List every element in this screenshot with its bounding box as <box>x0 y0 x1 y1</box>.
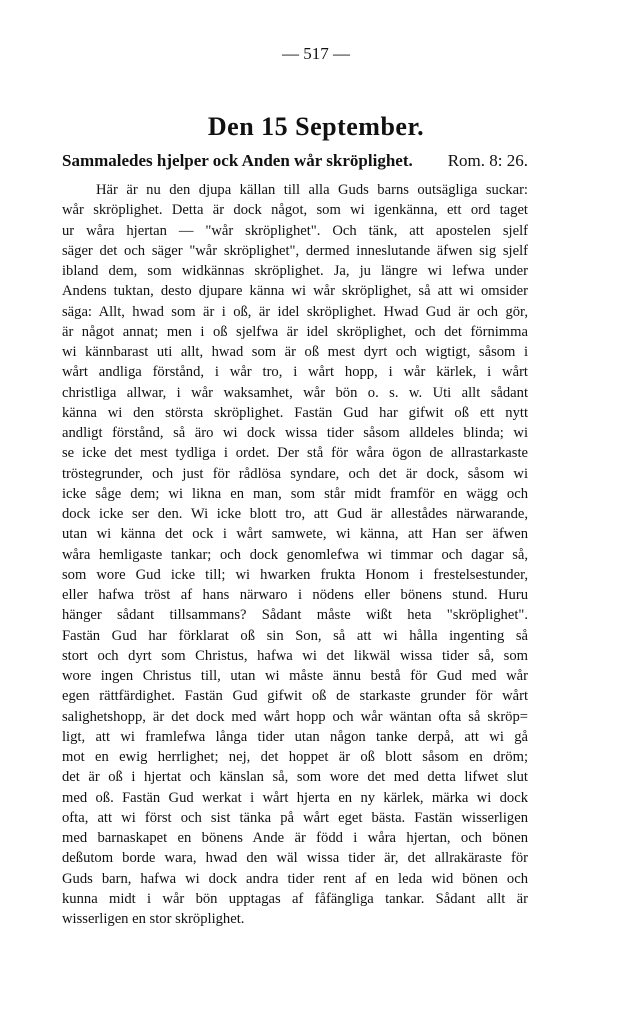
body-text <box>62 180 528 929</box>
subtitle-row <box>62 151 528 171</box>
text-line: är något annat; men i oß sjelfwa är idel skröplighet, och det förnimma <box>62 323 528 340</box>
text-line: Andens tuktan, desto djupare känna wi wår skröplighet, så att wi omsider <box>62 283 528 300</box>
text-line: Här är nu den djupa källan till alla Guds barns outsägliga suckar: <box>96 182 528 198</box>
text-line: wi kännbarast uti allt, hwad som är oß mest dyrt och wigtigt, såsom i <box>62 344 528 360</box>
text-line: wår skröplighet. Detta är dock något, som wi igenkänna, ett ord taget <box>62 202 528 219</box>
text-line: ligt, att wi framlefwa långa tider utan någon tanke derpå, att wi gå <box>62 728 528 745</box>
subtitle-text: Sammaledes hjelper ock Anden wår skröplighet. <box>62 151 413 170</box>
text-line: wårt andliga förstånd, i wår tro, i wårt hopp, i wår kärlek, i wårt <box>62 364 528 381</box>
text-line: wisserligen en stor skröplighet. <box>62 911 245 927</box>
text-line: kunna midt i wår bön upptagas af fåfängliga tankar. Sådant allt är <box>62 890 528 907</box>
text-line: dock icke ser den. Wi icke blott tro, att Gud är allestådes närwarande, <box>62 506 528 522</box>
text-line: egen rättfärdighet. Fastän Gud gifwit oß de starkaste grunder för wårt <box>62 688 528 705</box>
text-line: utan wi känna det ock i wårt samwete, wi känna, att Han ser äfwen <box>62 526 528 543</box>
text-line: se icke det mest tydliga i ordet. Der stå för wåra ögon de allrastarkaste <box>62 445 528 462</box>
text-line: mot en ewig herrlighet; nej, det hoppet är oß blott såsom en dröm; <box>62 749 528 765</box>
text-line: säga: Allt, hwad som är i oß, är idel skröplighet. Hwad Gud är och gör, <box>62 303 528 320</box>
text-line: wåra hemligaste tankar; och dock genomlefwa wi timmar och dagar så, <box>62 546 528 563</box>
bible-reference: Rom. 8: 26. <box>447 151 528 170</box>
text-line: med barnaskapet en bönens Ande är född i wåra hjertan, och bönen <box>62 830 528 846</box>
text-line: Guds barn, hafwa wi dock andra tider rent af en leda wid bönen och <box>62 870 528 887</box>
text-line: ibland dem, som widkännas skröplighet. Ja, ju längre wi lefwa under <box>62 263 528 279</box>
text-line: salighetshopp, är det dock med wårt hopp och wår wäntan ofta så skröp= <box>62 708 528 725</box>
text-line: känna wi den största skröplighet. Fastän Gud har gifwit oß ett nytt <box>62 404 528 421</box>
text-line: hänger sådant tillsammans? Sådant måste wißt heta "skröplighet". <box>62 607 528 624</box>
text-line: andligt förstånd, så äro wi dock wissa tider såsom alldeles blinda; wi <box>62 425 528 441</box>
page-title: Den 15 September. <box>207 112 425 141</box>
page-number: — 517 — <box>282 44 350 63</box>
text-line: det är oß i hjertat och känslan så, som wore det med detta lifwet slut <box>62 769 528 786</box>
text-line: ofta, att wi först och sist tänka på wårt eget bästa. Fastän wisserligen <box>62 809 528 826</box>
text-line: ur wåra hjertan — "wår skröplighet". Och tänk, att apostelen sjelf <box>62 222 528 239</box>
text-line: som wore Gud icke till; wi hwarken frukta Honom i frestelsestunder, <box>62 566 528 583</box>
text-line: eller hafwa tröst af hans närwaro i nödens eller bönens stund. Huru <box>62 587 528 603</box>
text-line: icke såge dem; wi likna en man, som står midt framför en wägg och <box>62 485 528 502</box>
text-line: säger det och säger "wår skröplighet", dermed inneslutande äfwen sig sjelf <box>62 242 528 259</box>
text-line: deßutom borde wara, hwad den wäl wissa tider är, det allrakäraste för <box>62 850 528 867</box>
text-line: stort och dyrt som Christus, hafwa wi det likwäl wissa tider så, som <box>62 647 528 664</box>
text-line: Fastän Gud har förklarat oß sin Son, så att wi hålla ingenting så <box>62 627 528 644</box>
text-line: tröstegrunder, och just för rådlösa syndare, och det är dock, såsom wi <box>62 465 528 482</box>
text-line: christliga allwar, i wår waksamhet, wår bön o. s. w. Uti allt sådant <box>62 384 528 401</box>
text-line: wore ingen Christus till, utan wi måste ännu bestå för Gud med wår <box>62 668 528 684</box>
text-line: med oß. Fastän Gud werkat i wårt hjerta en ny kärlek, märka wi dock <box>62 789 528 806</box>
